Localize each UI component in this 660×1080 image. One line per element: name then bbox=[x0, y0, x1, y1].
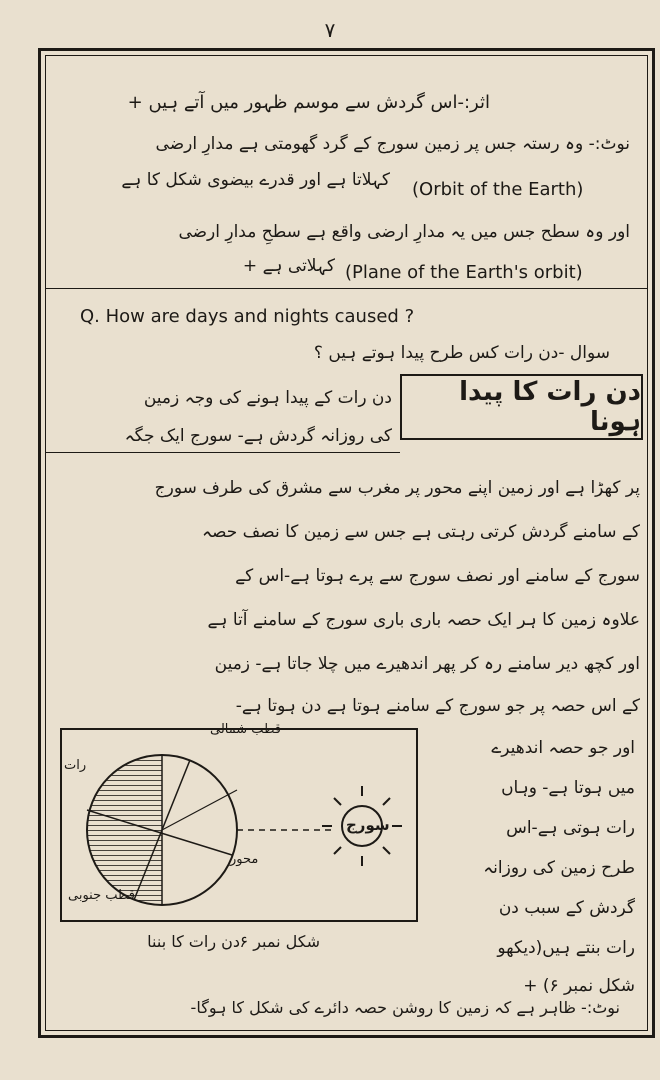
orbit-english: (Orbit of the Earth) bbox=[412, 179, 584, 200]
plane-english: (Plane of the Earth's orbit) bbox=[345, 262, 583, 283]
south-pole-label: قطب جنوبی bbox=[68, 888, 135, 903]
daily-rotation-line: کی روزانہ گردش ہے- سورج ایک جگہ bbox=[124, 426, 392, 446]
side-line-3: رات ہوتی ہے-اس bbox=[506, 818, 635, 838]
paragraph-line-2: کے سامنے گردش کرتی رہتی ہے جس سے زمین کا نصف حصہ bbox=[201, 522, 640, 542]
figure-6-box bbox=[60, 722, 418, 922]
paragraph-line-5: اور کچھ دیر سامنے رہ کر پھر اندھیرے میں چلا جاتا ہے- زمین bbox=[214, 654, 640, 674]
paragraph-line-6: کے اس حصہ پر جو سورج کے سامنے ہوتا ہے دن ہوتا ہے- bbox=[235, 696, 640, 716]
page-number: ۷ bbox=[324, 18, 336, 42]
side-line-7: شکل نمبر ۶) + bbox=[523, 976, 635, 996]
urdu-question: سوال -دن رات کس طرح پیدا ہوتے ہیں ؟ bbox=[313, 343, 610, 363]
effect-line: اثر:-اس گردش سے موسم ظہور میں آتے ہیں + bbox=[127, 92, 490, 113]
day-night-cause-line: دن رات کے پیدا ہونے کی وجہ زمین bbox=[143, 388, 392, 408]
side-line-1: اور جو حصہ اندھیرے bbox=[491, 738, 635, 758]
section-divider bbox=[45, 288, 648, 289]
figure-caption-title: دن رات کا بننا bbox=[147, 932, 240, 951]
heading-underline bbox=[45, 452, 400, 453]
section-heading: دن رات کا پیدا ہونا bbox=[400, 374, 643, 440]
side-line-5: گردش کے سبب دن bbox=[498, 898, 635, 918]
side-line-2: میں ہوتا ہے- وہاں bbox=[501, 778, 635, 798]
orbit-shape-line: کہلاتا ہے اور قدرے بیضوی شکل کا ہے bbox=[121, 170, 390, 190]
note-orbit-line: نوٹ:- وہ رستہ جس پر زمین سورج کے گرد گھومتی ہے مدارِ ارضی bbox=[155, 134, 630, 154]
english-question: Q. How are days and nights caused ? bbox=[80, 306, 415, 327]
paragraph-line-3: سورج کے سامنے اور نصف سورج سے پرے ہوتا ہے-اس کے bbox=[235, 566, 640, 586]
night-label: رات bbox=[64, 758, 87, 773]
figure-caption-number: شکل نمبر ۶ bbox=[239, 932, 320, 951]
sun-label: سورج bbox=[346, 816, 390, 834]
paragraph-line-4: علاوہ زمین کا ہر ایک حصہ باری باری سورج کے سامنے آتا ہے bbox=[207, 610, 640, 630]
plane-called-line: کہلاتی ہے + bbox=[242, 256, 335, 276]
north-pole-label: قطب شمالی bbox=[210, 722, 281, 737]
plane-line: اور وہ سطح جس میں یہ مدارِ ارضی واقع ہے سطحِ مدارِ ارضی bbox=[178, 222, 630, 242]
axis-label: محور bbox=[230, 852, 259, 867]
paragraph-line-1: پر کھڑا ہے اور زمین اپنے محور پر مغرب سے مشرق کی طرف سورج bbox=[154, 478, 640, 498]
side-line-6: رات بنتے ہیں(دیکھو bbox=[497, 938, 635, 958]
side-line-4: طرح زمین کی روزانہ bbox=[483, 858, 635, 878]
bottom-note: نوٹ:- ظاہر ہے کہ زمین کا روشن حصہ دائرے کی شکل کا ہوگا- bbox=[190, 998, 620, 1017]
